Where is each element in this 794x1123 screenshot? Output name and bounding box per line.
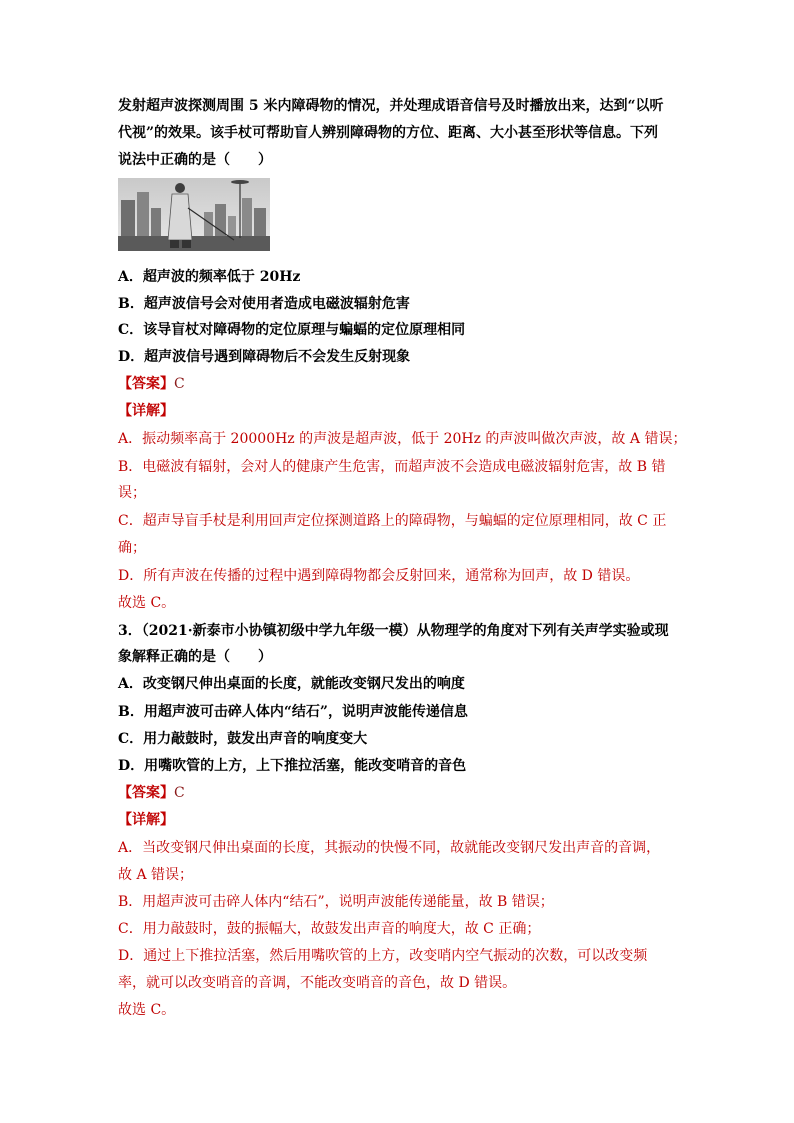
q3-detail-line-4: C．用力敲鼓时，鼓的振幅大，故鼓发出声音的响度大，故 C 正确； [118,921,541,937]
answer-label: 【答案】 [118,376,174,392]
q3-detail-line-6: 率，就可以改变哨音的音调，不能改变哨音的音色，故 D 错误。 [118,975,517,991]
q3-answer [118,784,185,802]
q3-conclusion: 故选 C。 [118,1002,176,1018]
q3-option-a: A．改变钢尺伸出桌面的长度，就能改变钢尺发出的响度 [118,676,465,692]
q3-option-c: C．用力敲鼓时，鼓发出声音的响度变大 [118,731,368,747]
answer-label: 【答案】 [118,785,174,801]
q2-detail-line-3: 误； [118,485,146,501]
q3-detail-line-2: 故 A 错误； [118,867,194,883]
q2-detail-line-5: 确； [118,540,146,556]
q3-detail-line-1: A．当改变钢尺伸出桌面的长度，其振动的快慢不同，故就能改变钢尺发出声音的音调， [118,840,661,856]
q2-detail-label: 【详解】 [118,403,174,419]
answer-value: C [174,376,185,392]
q2-stem-line-2: 代视”的效果。该手杖可帮助盲人辨别障碍物的方位、距离、大小甚至形状等信息。下列 [118,125,659,141]
q2-stem-line-1: 发射超声波探测周围 5 米内障碍物的情况，并处理成语音信号及时播放出来，达到“以听 [118,98,664,114]
q3-detail-line-5: D．通过上下推拉活塞，然后用嘴吹管的上方，改变哨内空气振动的次数，可以改变频 [118,948,648,964]
q2-option-b: B．超声波信号会对使用者造成电磁波辐射危害 [118,296,410,312]
q3-option-b: B．用超声波可击碎人体内“结石”，说明声波能传递信息 [118,704,468,720]
q2-detail-line-6: D．所有声波在传播的过程中遇到障碍物都会反射回来，通常称为回声，故 D 错误。 [118,568,640,584]
q3-stem-line-2: 象解释正确的是（ ） [118,649,272,665]
q2-detail-line-2: B．电磁波有辐射，会对人的健康产生危害，而超声波不会造成电磁波辐射危害，故 B 错 [118,459,666,475]
q2-detail-line-1: A．振动频率高于 20000Hz 的声波是超声波，低于 20Hz 的声波叫做次声波，故 A 错误； [118,431,687,447]
q2-option-a: A．超声波的频率低于 20Hz [118,269,301,285]
q2-conclusion: 故选 C。 [118,595,176,611]
q2-option-c: C．该导盲杖对障碍物的定位原理与蝙蝠的定位原理相同 [118,322,466,338]
q2-answer [118,375,185,393]
q2-detail-line-4: C．超声导盲手杖是利用回声定位探测道路上的障碍物，与蝙蝠的定位原理相同，故 C 正 [118,513,667,529]
blind-cane-photo [118,178,270,251]
q3-stem-line-1: 3．（2021·新泰市小协镇初级中学九年级一模）从物理学的角度对下列有关声学实验或现 [118,623,669,639]
q2-stem-line-3: 说法中正确的是（ ） [118,152,272,168]
q2-option-d: D．超声波信号遇到障碍物后不会发生反射现象 [118,349,411,365]
q3-detail-label: 【详解】 [118,812,174,828]
q3-option-d: D．用嘴吹管的上方，上下推拉活塞，能改变哨音的音色 [118,758,467,774]
answer-value: C [174,785,185,801]
q3-detail-line-3: B．用超声波可击碎人体内“结石”，说明声波能传递能量，故 B 错误； [118,894,554,910]
